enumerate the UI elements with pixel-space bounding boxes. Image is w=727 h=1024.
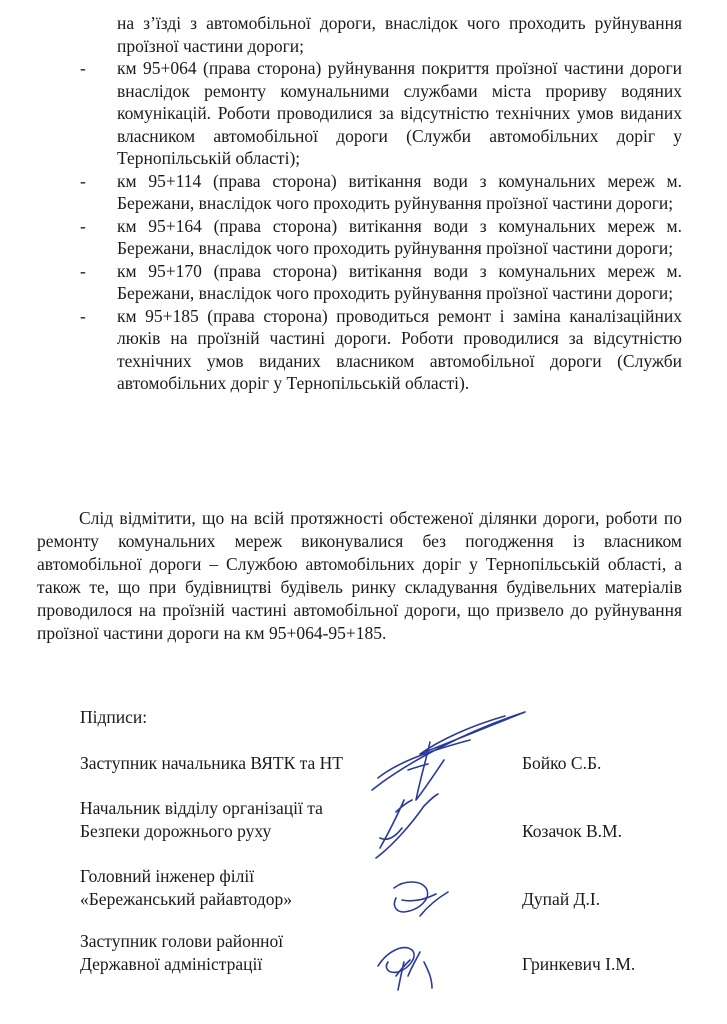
list-item	[0, 260, 727, 305]
position-line: Заступник голови районної	[80, 931, 284, 951]
list-item	[0, 57, 727, 170]
list-dash: -	[80, 305, 86, 326]
signature-row	[80, 797, 680, 843]
signatory-position	[80, 797, 400, 843]
list-item-text: км 95+114 (права сторона) витікання води з комунальних мереж м. Бережани, внаслідок чого проходить руйнування проїзної частини дороги;	[117, 170, 682, 213]
list-dash: -	[80, 170, 86, 191]
signature-row	[80, 930, 680, 976]
signatory-position	[80, 752, 400, 775]
signatures-heading: Підписи:	[80, 707, 148, 727]
list-item-text: км 95+170 (права сторона) витікання води з комунальних мереж м. Бережани, внаслідок чого проходить руйнування проїзної частини дороги;	[117, 260, 682, 303]
position-line: Безпеки дорожнього руху	[80, 821, 272, 841]
signatory-position	[80, 865, 400, 911]
list-item-text: км 95+164 (права сторона) витікання води з комунальних мереж м. Бережани, внаслідок чого проходить руйнування проїзної частини дороги;	[117, 215, 682, 258]
signatory-name: Дупай Д.І.	[522, 889, 601, 909]
position-line: Головний інженер філії	[80, 866, 255, 886]
list-item-text: км 95+185 (права сторона) проводиться ремонт і заміна каналізаційних люків на проїзній частині дороги. Роботи проводилися за відсутністю технічних умов виданих власником автомобільної дороги (Служби автомобільних доріг у Тернопільській області).	[117, 305, 682, 393]
list-item-text: на з’їзді з автомобільної дороги, внаслідок чого проходить руйнування проїзної частини дороги;	[117, 13, 682, 56]
position-line: «Бережанський райавтодор»	[80, 889, 292, 909]
list-dash: -	[80, 58, 86, 78]
signatory-position	[80, 930, 400, 976]
list-item	[0, 215, 727, 260]
findings-list	[0, 12, 727, 395]
signatory-name: Козачок В.М.	[522, 821, 622, 841]
list-item	[0, 170, 727, 215]
list-item-text: км 95+064 (права сторона) руйнування покриття проїзної частини дороги внаслідок ремонту комунальними службами міста прориву водяних комунікацій. Роботи проводилися за відсутністю технічних умов виданих власником автомобільної дороги (Служби автомобільних доріг у Тернопільській області);	[117, 58, 682, 168]
position-line: Начальник відділу організації та	[80, 798, 323, 818]
signature-row	[80, 752, 680, 775]
signatory-name: Гринкевич І.М.	[522, 954, 636, 974]
list-item	[0, 305, 727, 395]
list-dash: -	[80, 215, 86, 236]
position-line: Заступник начальника ВЯТК та НТ	[80, 753, 343, 773]
list-item	[0, 12, 727, 57]
list-dash: -	[80, 260, 86, 281]
signatory-name: Бойко С.Б.	[522, 753, 602, 773]
signature-row	[80, 865, 680, 911]
conclusion-paragraph: Слід відмітити, що на всій протяжності обстеженої ділянки дороги, роботи по ремонту комунальних мереж виконувалися без погодження із власником автомобільної дороги – Службою автомобільних доріг у Тернопільській області, а також те, що при будівництві будівель ринку складування будівельних матеріалів проводилося на проїзній частині автомобільної дороги, що призвело до руйнування проїзної частини дороги на км 95+064-95+185.	[37, 508, 682, 643]
position-line: Державної адміністрації	[80, 954, 263, 974]
